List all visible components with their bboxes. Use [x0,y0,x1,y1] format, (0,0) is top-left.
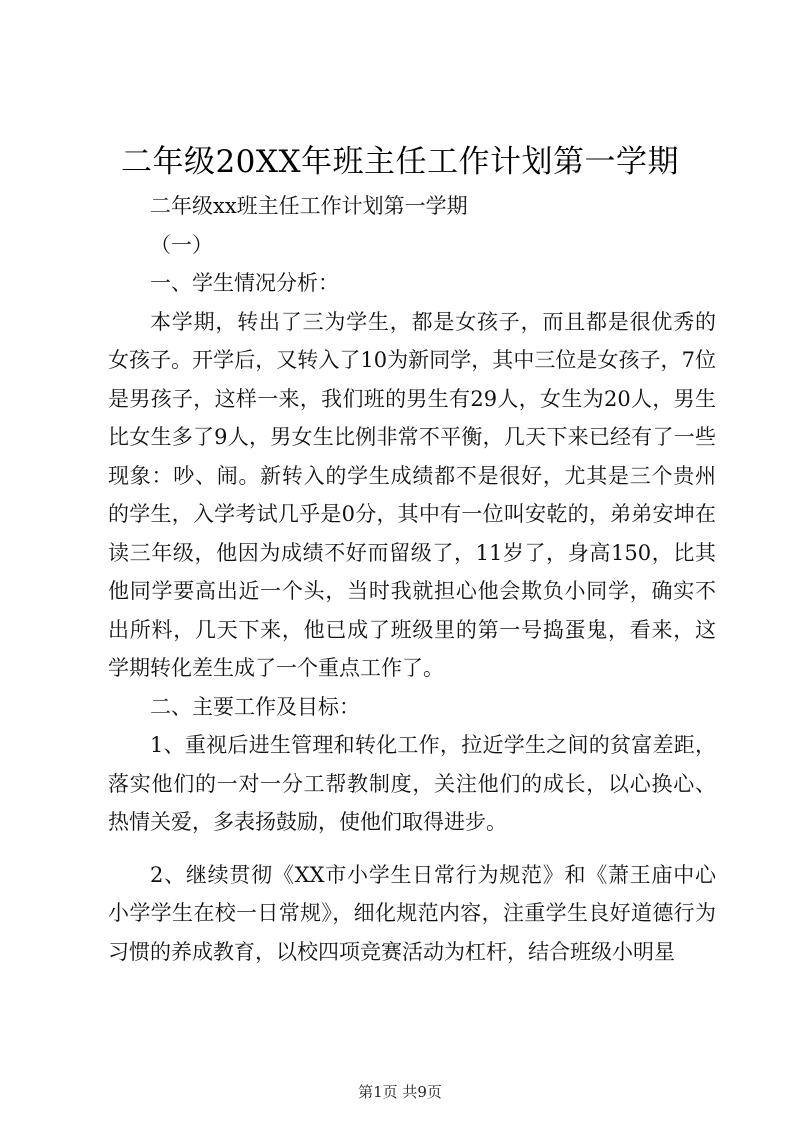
document-body [108,187,716,971]
section-number-paragraph: （一） [150,232,213,257]
work-item-2-paragraph: 2、继续贯彻《XX市小学生日常行为规范》和《萧王庙中心小学学生在校一日常规》，细化规范内容，注重学生良好道德行为习惯的养成教育，以校四项竞赛活动为杠杆，结合班级小明星 [108,862,716,964]
subtitle-paragraph: 二年级xx班主任工作计划第一学期 [150,194,468,218]
work-item-1-paragraph: 1、重视后进生管理和转化工作，拉近学生之间的贫富差距，落实他们的一对一分工帮教制度，关注他们的成长，以心换心、热情关爱，多表扬鼓励，使他们取得进步。 [108,733,716,834]
heading-student-analysis: 一、学生情况分析： [150,271,339,295]
student-analysis-paragraph: 本学期，转出了三为学生，都是女孩子，而且都是很优秀的女孩子。开学后，又转入了10为新同学，其中三位是女孩子，7位是男孩子，这样一来，我们班的男生有29人，女生为20人，男生比女生多了9人，男女生比例非常不平衡，几天下来已经有了一些现象：吵、闹。新转入的学生成绩都不是很好，尤其是三个贵州的学生，入学考试几乎是0分，其中有一位叫安乾的，弟弟安坤在读三年级，他因为成绩不好而留级了，11岁了，身高150，比其他同学要高出近一个头，当时我就担心他会欺负小同学，确实不出所料，几天下来，他已成了班级里的第一号捣蛋鬼，看来，这学期转化差生成了一个重点工作了。 [108,309,716,680]
heading-main-work: 二、主要工作及目标： [150,694,360,719]
page-footer: 第1页 共9页 [358,1083,442,1101]
document-title: 二年级20XX年班主任工作计划第一学期 [120,144,680,180]
